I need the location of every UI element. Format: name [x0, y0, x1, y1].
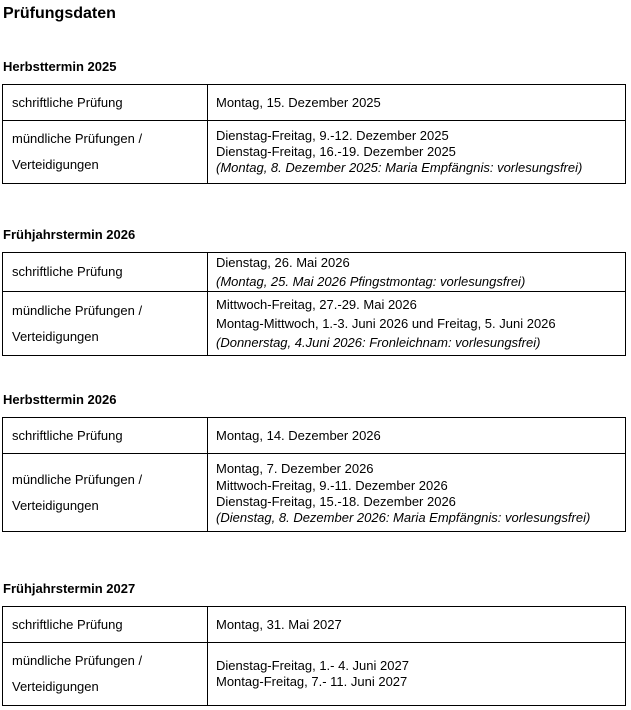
oral-label-line-2: Verteidigungen	[12, 157, 99, 172]
oral-label-line-2: Verteidigungen	[12, 679, 99, 694]
oral-label-line-1: mündliche Prüfungen /	[12, 302, 143, 318]
table-row-written	[3, 607, 626, 643]
oral-exam-label	[3, 292, 208, 356]
oral-label-line-1: mündliche Prüfungen /	[12, 471, 143, 487]
written-exam-date	[208, 418, 626, 454]
holiday-note: (Montag, 25. Mai 2026 Pfingstmontag: vorlesungsfrei)	[216, 274, 526, 289]
holiday-note: (Donnerstag, 4.Juni 2026: Fronleichnam: vorlesungsfrei)	[216, 335, 541, 350]
oral-label-line-1: mündliche Prüfungen /	[12, 653, 143, 668]
table-row-written	[3, 253, 626, 292]
date-line: Dienstag-Freitag, 15.-18. Dezember 2026	[216, 494, 456, 509]
term-table-fruehjahr-2027	[2, 606, 626, 706]
holiday-note: (Montag, 8. Dezember 2025: Maria Empfängnis: vorlesungsfrei)	[216, 160, 583, 175]
oral-exam-dates	[208, 292, 626, 356]
date-line: Dienstag-Freitag, 9.-12. Dezember 2025	[216, 128, 449, 143]
term-table-herbst-2026	[2, 417, 626, 532]
oral-exam-dates	[208, 121, 626, 184]
term-heading-fruehjahr-2027: Frühjahrstermin 2027	[3, 581, 136, 596]
oral-exam-label	[3, 643, 208, 706]
date-line: Mittwoch-Freitag, 27.-29. Mai 2026	[216, 297, 417, 312]
date-line: Dienstag, 26. Mai 2026	[216, 255, 350, 270]
written-exam-label: schriftliche Prüfung	[3, 253, 208, 292]
date-line: Dienstag-Freitag, 1.- 4. Juni 2027	[216, 658, 409, 673]
table-row-oral	[3, 292, 626, 356]
table-row-written	[3, 418, 626, 454]
date-line: Mittwoch-Freitag, 9.-11. Dezember 2026	[216, 478, 448, 493]
oral-exam-label	[3, 454, 208, 532]
written-exam-label: schriftliche Prüfung	[3, 85, 208, 121]
written-exam-date	[208, 607, 626, 643]
table-row-written	[3, 85, 626, 121]
written-exam-label: schriftliche Prüfung	[3, 418, 208, 454]
written-exam-date	[208, 85, 626, 121]
table-row-oral	[3, 643, 626, 706]
oral-exam-dates	[208, 643, 626, 706]
oral-exam-label	[3, 121, 208, 184]
written-exam-date	[208, 253, 626, 292]
date-line: Montag-Freitag, 7.- 11. Juni 2027	[216, 674, 408, 689]
oral-exam-dates	[208, 454, 626, 532]
date-line: Montag-Mittwoch, 1.-3. Juni 2026 und Freitag, 5. Juni 2026	[216, 316, 556, 331]
holiday-note: (Dienstag, 8. Dezember 2026: Maria Empfängnis: vorlesungsfrei)	[216, 510, 591, 525]
table-row-oral	[3, 454, 626, 532]
page-title: Prüfungsdaten	[3, 5, 116, 22]
written-exam-label: schriftliche Prüfung	[3, 607, 208, 643]
term-heading-herbst-2025: Herbsttermin 2025	[3, 59, 117, 74]
oral-label-line-2: Verteidigungen	[12, 497, 99, 513]
oral-label-line-2: Verteidigungen	[12, 328, 99, 344]
date-line: Montag, 31. Mai 2027	[216, 616, 342, 632]
term-table-fruehjahr-2026	[2, 252, 626, 356]
date-line: Montag, 15. Dezember 2025	[216, 94, 381, 110]
table-row-oral	[3, 121, 626, 184]
date-line: Dienstag-Freitag, 16.-19. Dezember 2025	[216, 144, 456, 159]
term-heading-fruehjahr-2026: Frühjahrstermin 2026	[3, 227, 136, 242]
term-table-herbst-2025	[2, 84, 626, 184]
term-heading-herbst-2026: Herbsttermin 2026	[3, 392, 117, 407]
date-line: Montag, 14. Dezember 2026	[216, 427, 381, 443]
oral-label-line-1: mündliche Prüfungen /	[12, 131, 143, 146]
date-line: Montag, 7. Dezember 2026	[216, 461, 374, 476]
